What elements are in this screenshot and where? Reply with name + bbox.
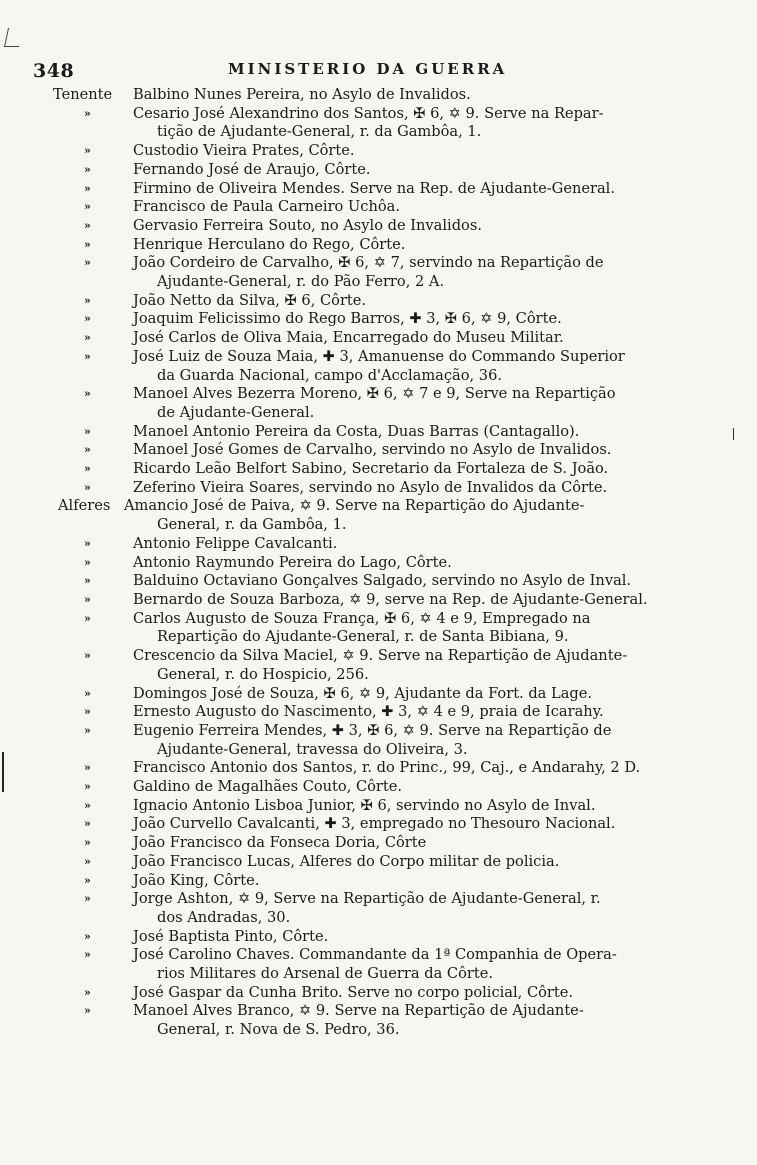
entry-text: Jorge Ashton, ✡ 9, Serve na Repartição de Ajudante-General, r. (133, 890, 601, 908)
list-item (0, 236, 757, 255)
ditto-mark: » (84, 798, 91, 812)
list-item (0, 572, 757, 591)
list-item (0, 348, 757, 385)
rank-label: Alferes (58, 497, 111, 515)
ditto-mark: » (84, 106, 91, 120)
entry-continuation: Repartição do Ajudante-General, r. de Santa Bibiana, 9. (157, 628, 569, 646)
list-item (0, 292, 757, 311)
ditto-mark: » (84, 424, 91, 438)
ditto-mark: » (84, 723, 91, 737)
list-item (0, 853, 757, 872)
list-item (0, 479, 757, 498)
list-item (0, 142, 757, 161)
margin-ink-mark (2, 752, 9, 792)
ditto-mark: » (84, 331, 91, 345)
list-item (0, 722, 757, 759)
list-item (0, 890, 757, 927)
list-item (0, 497, 757, 534)
page-title: MINISTERIO DA GUERRA (228, 60, 508, 78)
ditto-mark: » (84, 780, 91, 794)
page-number: 348 (33, 60, 75, 82)
list-item (0, 460, 757, 479)
list-item (0, 685, 757, 704)
entry-text: José Luiz de Souza Maia, ✚ 3, Amanuense do Commando Superior (133, 347, 625, 365)
entry-text: Balbino Nunes Pereira, no Asylo de Invalidos. (133, 86, 471, 103)
ditto-mark: » (84, 462, 91, 476)
entry-text: Bernardo de Souza Barboza, ✡ 9, serve na Rep. de Ajudante-General. (133, 590, 648, 608)
entry-text: Francisco Antonio dos Santos, r. do Princ., 99, Caj., e Andarahy, 2 D. (133, 759, 641, 777)
list-item (0, 759, 757, 778)
ink-scratch-mark (4, 28, 23, 47)
entry-continuation: General, r. da Gambôa, 1. (157, 516, 347, 534)
list-item (0, 984, 757, 1003)
ditto-mark: » (84, 929, 91, 943)
ditto-mark: » (84, 574, 91, 588)
ditto-mark: » (84, 237, 91, 251)
entry-continuation: Ajudante-General, travessa do Oliveira, 3. (157, 740, 468, 758)
list-item (0, 554, 757, 573)
ditto-mark: » (84, 256, 91, 270)
entry-continuation: dos Andradas, 30. (157, 908, 291, 926)
entry-text: José Carlos de Oliva Maia, Encarregado do Museu Militar. (133, 329, 564, 347)
list-item (0, 797, 757, 816)
list-item (0, 834, 757, 853)
entry-text: José Baptista Pinto, Côrte. (133, 927, 329, 945)
list-item (0, 423, 757, 442)
ditto-mark: » (84, 349, 91, 363)
entry-continuation: de Ajudante-General. (157, 403, 315, 421)
ditto-mark: » (84, 293, 91, 307)
entry-text: Fernando José de Araujo, Côrte. (133, 160, 371, 178)
entry-continuation: rios Militares do Arsenal de Guerra da Côrte. (157, 965, 493, 983)
entry-text: Joaquim Felicissimo do Rego Barros, ✚ 3, ✠ 6, ✡ 9, Côrte. (133, 310, 562, 328)
entry-text: Firmino de Oliveira Mendes. Serve na Rep. de Ajudante-General. (133, 179, 615, 197)
entry-text: João Curvello Cavalcanti, ✚ 3, empregado no Thesouro Nacional. (133, 815, 616, 833)
ditto-mark: » (84, 948, 91, 962)
entry-text: José Gaspar da Cunha Brito. Serve no corpo policial, Côrte. (133, 983, 574, 1001)
list-item (0, 535, 757, 554)
entry-text: Zeferino Vieira Soares, servindo no Asylo de Invalidos da Côrte. (133, 478, 608, 496)
entry-text: Manoel Antonio Pereira da Costa, Duas Barras (Cantagallo). (133, 422, 580, 440)
ditto-mark: » (84, 761, 91, 775)
ditto-mark: » (84, 181, 91, 195)
margin-ink-tick (733, 428, 735, 440)
ditto-mark: » (84, 836, 91, 850)
list-item (0, 1002, 757, 1039)
entry-continuation: tição de Ajudante-General, r. da Gambôa, 1. (157, 123, 482, 141)
entry-text: Cesario José Alexandrino dos Santos, ✠ 6, ✡ 9. Serve na Repar- (133, 104, 604, 122)
list-item (0, 161, 757, 180)
ditto-mark: » (84, 854, 91, 868)
list-item (0, 385, 757, 422)
entry-text: João Francisco da Fonseca Doria, Côrte (133, 834, 427, 852)
entry-text: João Cordeiro de Carvalho, ✠ 6, ✡ 7, servindo na Repartição de (133, 254, 604, 272)
rank-label: Tenente (53, 86, 113, 103)
ditto-mark: » (84, 162, 91, 176)
entry-text: Antonio Raymundo Pereira do Lago, Côrte. (133, 553, 452, 571)
list-item (0, 329, 757, 348)
ditto-mark: » (84, 144, 91, 158)
entry-text: Crescencio da Silva Maciel, ✡ 9. Serve na Repartição de Ajudante- (133, 647, 628, 665)
ditto-mark: » (84, 873, 91, 887)
ditto-mark: » (84, 985, 91, 999)
list-item (0, 180, 757, 199)
ditto-mark: » (84, 218, 91, 232)
entry-text: Gervasio Ferreira Souto, no Asylo de Invalidos. (133, 216, 482, 234)
entry-text: Manoel Alves Branco, ✡ 9. Serve na Repartição de Ajudante- (133, 1002, 584, 1020)
list-item (0, 778, 757, 797)
entry-continuation: General, r. Nova de S. Pedro, 36. (157, 1021, 400, 1039)
entry-text: João Francisco Lucas, Alferes do Corpo militar de policia. (133, 852, 560, 870)
list-item (0, 647, 757, 684)
list-item (0, 441, 757, 460)
entry-text: Francisco de Paula Carneiro Uchôa. (133, 198, 400, 216)
ditto-mark: » (84, 817, 91, 831)
list-item (0, 86, 757, 105)
ditto-mark: » (84, 611, 91, 625)
list-item (0, 872, 757, 891)
entry-text: João Netto da Silva, ✠ 6, Côrte. (133, 291, 367, 309)
list-item (0, 254, 757, 291)
list-item (0, 105, 757, 142)
ditto-mark: » (84, 536, 91, 550)
entry-text: Ernesto Augusto do Nascimento, ✚ 3, ✡ 4 e 9, praia de Icarahy. (133, 703, 604, 721)
entry-text: José Carolino Chaves. Commandante da 1ª Companhia de Opera- (133, 946, 617, 964)
officer-list (0, 86, 757, 1040)
list-item (0, 928, 757, 947)
entry-text: Henrique Herculano do Rego, Côrte. (133, 235, 406, 253)
entry-continuation: General, r. do Hospicio, 256. (157, 665, 369, 683)
ditto-mark: » (84, 200, 91, 214)
ditto-mark: » (84, 443, 91, 457)
ditto-mark: » (84, 312, 91, 326)
list-item (0, 946, 757, 983)
entry-text: Custodio Vieira Prates, Côrte. (133, 142, 355, 160)
entry-text: Amancio José de Paiva, ✡ 9. Serve na Repartição do Ajudante- (124, 497, 585, 515)
list-item (0, 610, 757, 647)
entry-text: Ricardo Leão Belfort Sabino, Secretario da Fortaleza de S. João. (133, 460, 609, 478)
ditto-mark: » (84, 649, 91, 663)
list-item (0, 591, 757, 610)
ditto-mark: » (84, 480, 91, 494)
entry-text: Eugenio Ferreira Mendes, ✚ 3, ✠ 6, ✡ 9. Serve na Repartição de (133, 721, 612, 739)
ditto-mark: » (84, 555, 91, 569)
list-item (0, 310, 757, 329)
ditto-mark: » (84, 686, 91, 700)
list-item (0, 198, 757, 217)
ditto-mark: » (84, 705, 91, 719)
ditto-mark: » (84, 1004, 91, 1018)
entry-continuation: da Guarda Nacional, campo d'Acclamação, 36. (157, 366, 503, 384)
ditto-mark: » (84, 592, 91, 606)
entry-text: João King, Côrte. (133, 871, 260, 889)
entry-text: Manoel José Gomes de Carvalho, servindo no Asylo de Invalidos. (133, 441, 612, 459)
ditto-mark: » (84, 892, 91, 906)
list-item (0, 217, 757, 236)
list-item (0, 703, 757, 722)
entry-text: Antonio Felippe Cavalcanti. (133, 534, 338, 552)
entry-text: Balduino Octaviano Gonçalves Salgado, servindo no Asylo de Inval. (133, 572, 632, 590)
list-item (0, 815, 757, 834)
entry-text: Galdino de Magalhães Couto, Côrte. (133, 778, 403, 796)
entry-text: Domingos José de Souza, ✠ 6, ✡ 9, Ajudante da Fort. da Lage. (133, 684, 593, 702)
entry-text: Manoel Alves Bezerra Moreno, ✠ 6, ✡ 7 e 9, Serve na Repartição (133, 385, 616, 403)
ditto-mark: » (84, 387, 91, 401)
entry-continuation: Ajudante-General, r. do Pão Ferro, 2 A. (157, 273, 445, 291)
entry-text: Ignacio Antonio Lisboa Junior, ✠ 6, servindo no Asylo de Inval. (133, 796, 596, 814)
entry-text: Carlos Augusto de Souza França, ✠ 6, ✡ 4 e 9, Empregado na (133, 609, 591, 627)
